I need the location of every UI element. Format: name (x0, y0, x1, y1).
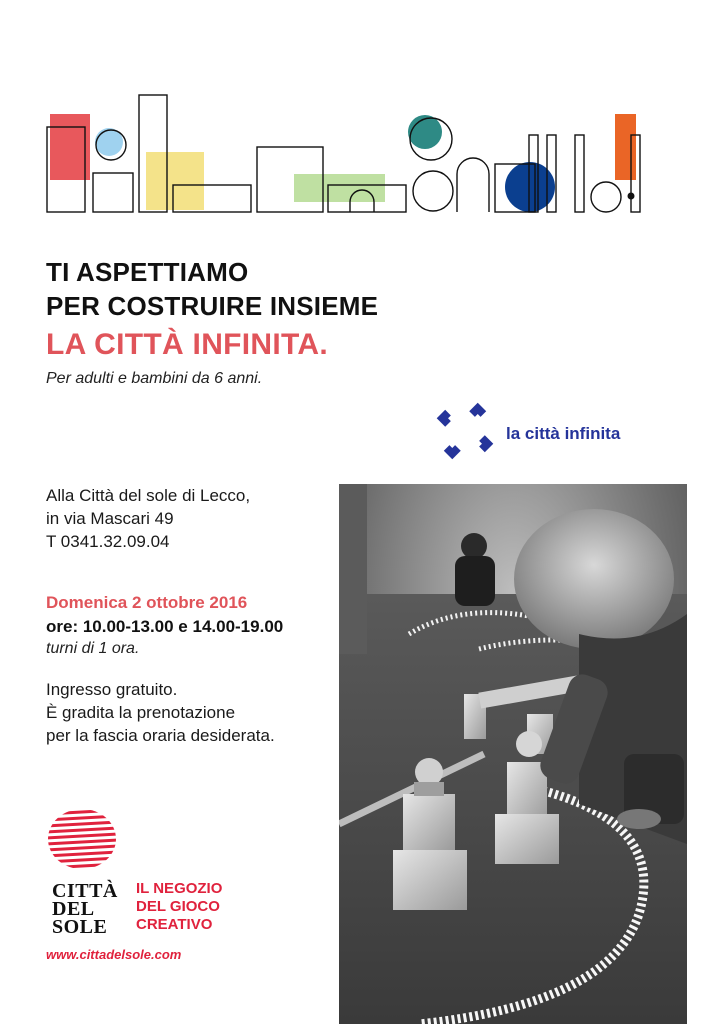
skyline-illustration (45, 92, 645, 217)
tagline-line-1: IL NEGOZIO (136, 880, 223, 897)
venue-line-1: Alla Città del sole di Lecco, (46, 486, 251, 505)
event-date: Domenica 2 ottobre 2016 (46, 593, 248, 612)
event-hours: ore: 10.00-13.00 e 14.00-19.00 (46, 617, 284, 636)
red-block (50, 114, 90, 180)
children-building-photo (339, 484, 687, 1024)
citta-infinita-logo-icon (432, 398, 498, 464)
venue-line-2: in via Mascari 49 (46, 509, 174, 528)
orange-block (615, 114, 636, 180)
tagline-line-2: DEL GIOCO (136, 898, 220, 915)
headline-line-1: TI ASPETTIAMO (46, 257, 249, 287)
headline-line-2: PER COSTRUIRE INSIEME (46, 291, 379, 321)
headline-line-3: LA CITTÀ INFINITA. (46, 328, 329, 361)
sun-scribble-logo-icon (46, 806, 118, 872)
info-line-3: per la fascia oraria desiderata. (46, 726, 275, 745)
venue-phone: T 0341.32.09.04 (46, 532, 170, 551)
brand-name: la città infinita (506, 424, 621, 443)
teal-circle (408, 115, 442, 149)
shop-tagline (136, 880, 222, 934)
subtitle: Per adulti e bambini da 6 anni. (46, 370, 263, 387)
citta-del-sole-logo-text (52, 882, 118, 936)
logo-line-3: SOLE (52, 916, 108, 938)
tagline-line-3: CREATIVO (136, 916, 213, 933)
info-line-1: Ingresso gratuito. (46, 680, 178, 699)
info-line-2: È gradita la prenotazione (46, 703, 236, 722)
yellow-block (146, 152, 204, 210)
website-link[interactable]: www.cittadelsole.com (46, 947, 182, 962)
event-turns: turni di 1 ora. (46, 640, 140, 657)
logo-line-2: DEL (52, 898, 95, 920)
logo-line-1: CITTÀ (52, 880, 118, 902)
green-block (294, 174, 385, 202)
